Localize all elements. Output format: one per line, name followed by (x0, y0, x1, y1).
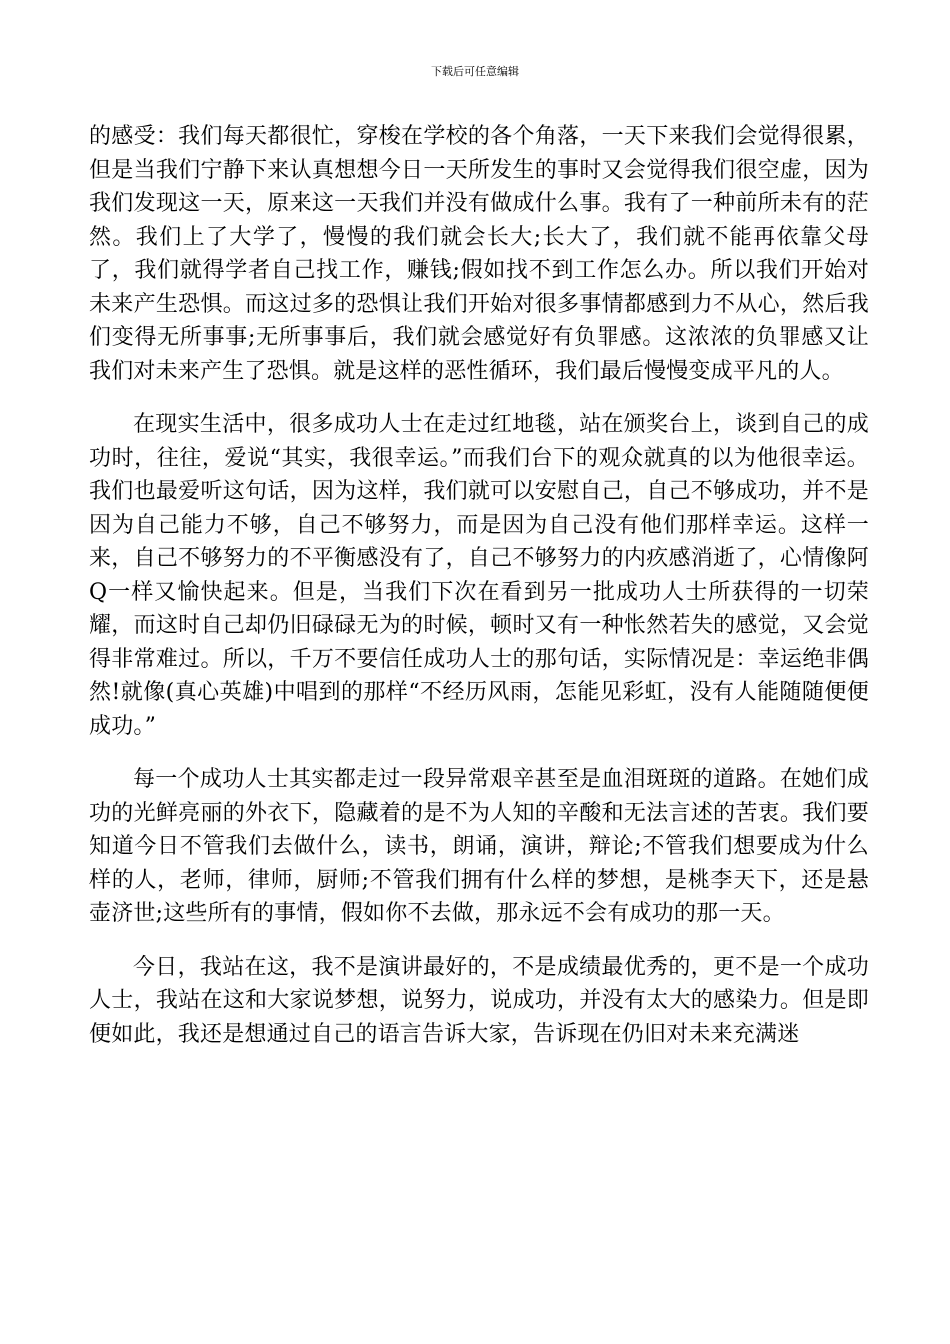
paragraph-today: 今日，我站在这，我不是演讲最好的，不是成绩最优秀的，更不是一个成功人士，我站在这和大家说梦想，说努力，说成功，并没有太大的感染力。但是即便如此，我还是想通过自己的语言告诉大家，告诉现在仍旧对未来充满迷 (89, 954, 869, 1047)
paragraph-continued: 的感受：我们每天都很忙，穿梭在学校的各个角落，一天下来我们会觉得很累，但是当我们宁静下来认真想想今日一天所发生的事时又会觉得我们很空虚，因为我们发现这一天，原来这一天我们并没有做成什么事。我有了一种前所未有的茫然。我们上了大学了，慢慢的我们就会长大;长大了，我们就不能再依靠父母了，我们就得学者自己找工作，赚钱;假如找不到工作怎么办。所以我们开始对未来产生恐惧。而这过多的恐惧让我们开始对很多事情都感到力不从心，然后我们变得无所事事;无所事事后，我们就会感觉好有负罪感。这浓浓的负罪感又让我们对未来产生了恐惧。就是这样的恶性循环，我们最后慢慢变成平凡的人。 (89, 124, 869, 384)
paragraph-hard-road: 每一个成功人士其实都走过一段异常艰辛甚至是血泪斑斑的道路。在她们成功的光鲜亮丽的外衣下，隐藏着的是不为人知的辛酸和无法言述的苦衷。我们要知道今日不管我们去做什么，读书，朗诵，演讲，辩论;不管我们想要成为什么样的人，老师，律师，厨师;不管我们拥有什么样的梦想，是桃李天下，还是悬壶济世;这些所有的事情，假如你不去做，那永远不会有成功的那一天。 (89, 767, 869, 926)
page-header: 下载后可任意编辑 (431, 65, 519, 78)
paragraph-success-luck: 在现实生活中，很多成功人士在走过红地毯，站在颁奖台上，谈到自己的成功时，往往，爱说“其实，我很幸运。”而我们台下的观众就真的以为他很幸运。我们也最爱听这句话，因为这样，我们就可以安慰自己，自己不够成功，并不是因为自己能力不够，自己不够努力，而是因为自己没有他们那样幸运。这样一来，自己不够努力的不平衡感没有了，自己不够努力的内疚感消逝了，心情像阿Q一样又愉快起来。但是，当我们下次在看到另一批成功人士所获得的一切荣耀，而这时自己却仍旧碌碌无为的时候，顿时又有一种怅然若失的感觉，又会觉得非常难过。所以，千万不要信任成功人士的那句话，实际情况是：幸运绝非偶然!就像(真心英雄)中唱到的那样“不经历风雨，怎能见彩虹，没有人能随随便便成功。” (89, 412, 869, 739)
document-body (89, 120, 869, 1071)
